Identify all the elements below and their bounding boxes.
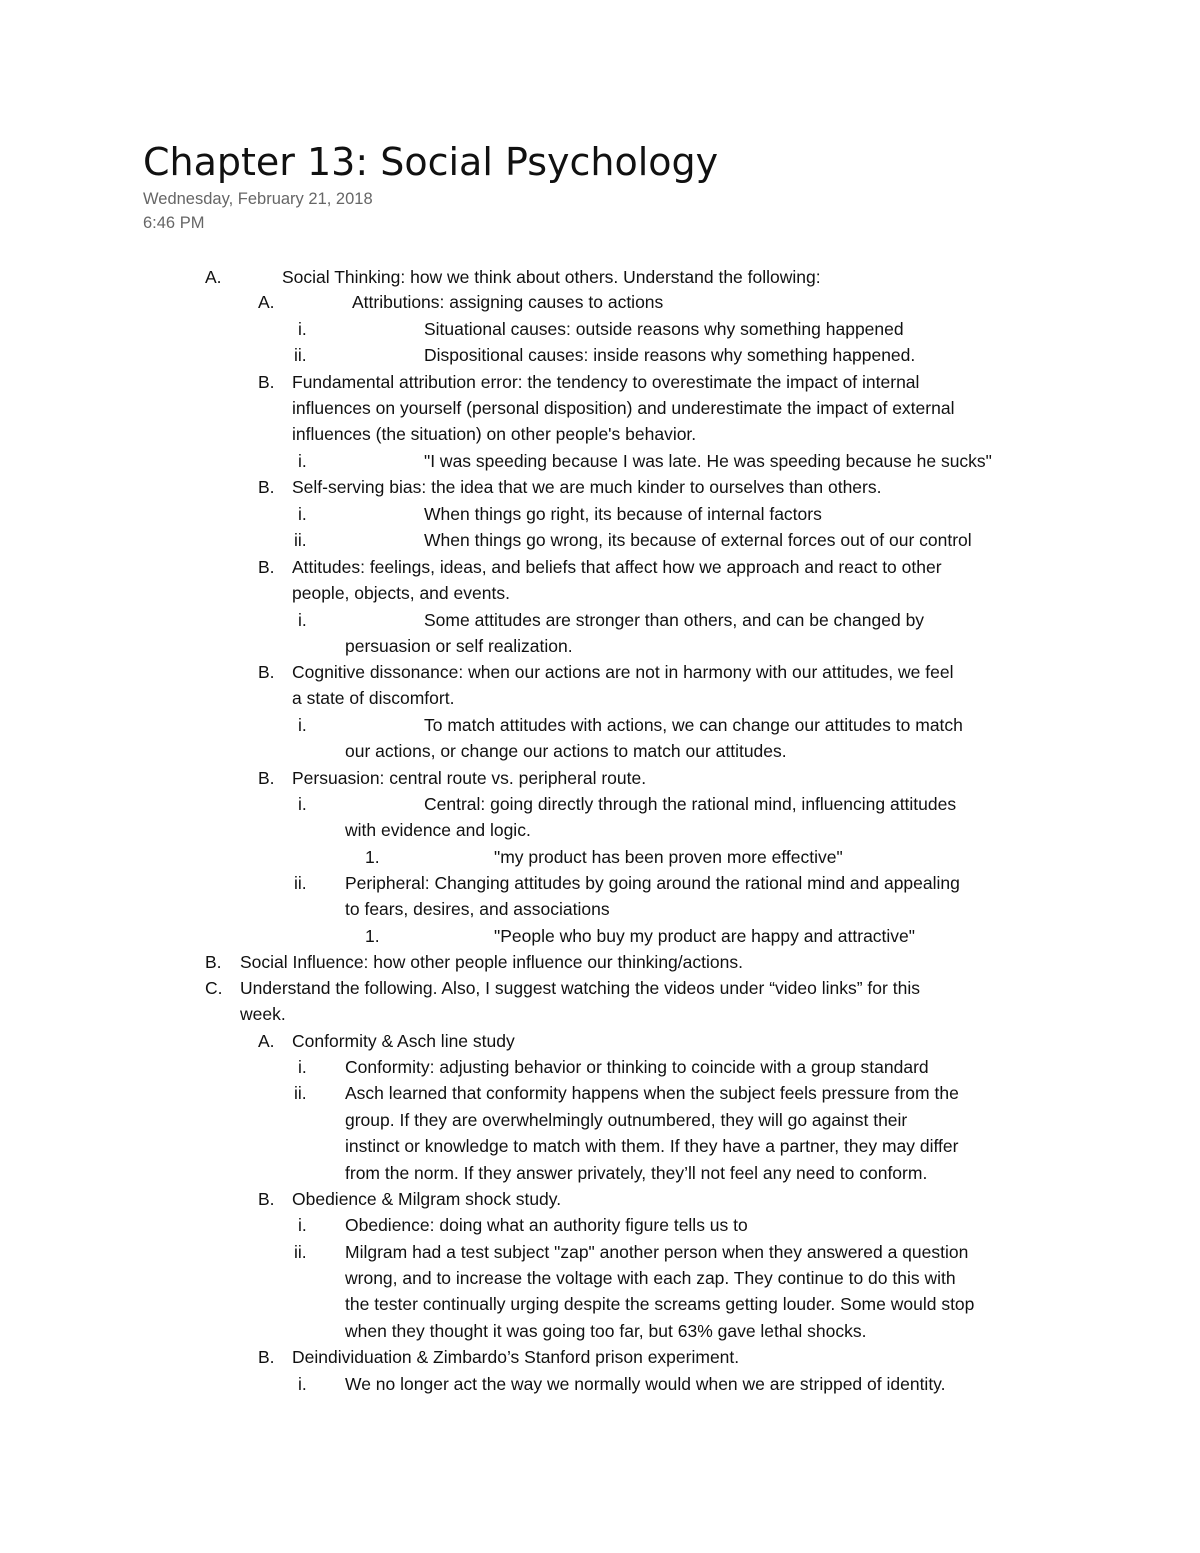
outline-item-text: Deindividuation & Zimbardo’s Stanford prison experiment.	[292, 1347, 740, 1367]
outline-item-text: Obedience: doing what an authority figure tells us to	[345, 1215, 748, 1235]
outline-marker: A.	[205, 267, 222, 287]
outline-continuation-text: with evidence and logic.	[345, 820, 531, 840]
note-date: Wednesday, February 21, 2018	[143, 190, 373, 208]
outline-continuation-text: a state of discomfort.	[292, 688, 455, 708]
outline-item-text: "I was speeding because I was late. He was speeding because he sucks"	[424, 451, 992, 471]
outline-continuation-text: our actions, or change our actions to match our attitudes.	[345, 741, 787, 761]
outline-item-text: "People who buy my product are happy and attractive"	[494, 926, 915, 946]
outline-marker: i.	[298, 1215, 307, 1235]
outline-marker: B.	[258, 477, 275, 497]
outline-item-text: Fundamental attribution error: the tendency to overestimate the impact of internal	[292, 372, 920, 392]
outline-item-text: When things go right, its because of internal factors	[424, 504, 822, 524]
outline-continuation-text: the tester continually urging despite the screams getting louder. Some would stop	[345, 1294, 975, 1314]
outline-marker: B.	[258, 372, 275, 392]
outline-item-text: Obedience & Milgram shock study.	[292, 1189, 562, 1209]
outline-marker: 1.	[365, 847, 380, 867]
outline-item-text: Persuasion: central route vs. peripheral route.	[292, 768, 647, 788]
outline-marker: ii.	[294, 1083, 307, 1103]
outline-marker: B.	[258, 557, 275, 577]
outline-marker: B.	[258, 1347, 275, 1367]
outline-continuation-text: when they thought it was going too far, but 63% gave lethal shocks.	[345, 1321, 867, 1341]
outline-marker: i.	[298, 504, 307, 524]
outline-marker: i.	[298, 1374, 307, 1394]
outline-marker: i.	[298, 715, 307, 735]
outline-marker: i.	[298, 319, 307, 339]
outline-item-text: Asch learned that conformity happens when the subject feels pressure from the	[345, 1083, 959, 1103]
outline-marker: ii.	[294, 1242, 307, 1262]
outline-marker: C.	[205, 978, 223, 998]
outline-marker: i.	[298, 1057, 307, 1077]
outline-marker: A.	[258, 292, 275, 312]
outline-marker: ii.	[294, 530, 307, 550]
outline-item-text: Conformity & Asch line study	[292, 1031, 515, 1051]
outline-item-text: Dispositional causes: inside reasons why something happened.	[424, 345, 916, 365]
outline-marker: i.	[298, 610, 307, 630]
outline-marker: B.	[258, 1189, 275, 1209]
outline-item-text: Understand the following. Also, I suggest watching the videos under “video links” for this	[240, 978, 920, 998]
outline-marker: A.	[258, 1031, 275, 1051]
outline-continuation-text: group. If they are overwhelmingly outnumbered, they will go against their	[345, 1110, 908, 1130]
outline-marker: ii.	[294, 873, 307, 893]
outline-continuation-text: influences on yourself (personal disposition) and underestimate the impact of external	[292, 398, 955, 418]
outline-item-text: Attitudes: feelings, ideas, and beliefs that affect how we approach and react to other	[292, 557, 942, 577]
page-title: Chapter 13: Social Psychology	[143, 140, 719, 184]
outline-continuation-text: instinct or knowledge to match with them. If they have a partner, they may differ	[345, 1136, 959, 1156]
outline-marker: ii.	[294, 345, 307, 365]
outline-item-text: "my product has been proven more effective"	[494, 847, 843, 867]
outline-marker: B.	[205, 952, 222, 972]
outline-item-text: Peripheral: Changing attitudes by going around the rational mind and appealing	[345, 873, 960, 893]
outline-continuation-text: to fears, desires, and associations	[345, 899, 610, 919]
outline-item-text: Self-serving bias: the idea that we are much kinder to ourselves than others.	[292, 477, 882, 497]
outline-continuation-text: wrong, and to increase the voltage with each zap. They continue to do this with	[345, 1268, 956, 1288]
outline-item-text: Central: going directly through the rational mind, influencing attitudes	[424, 794, 957, 814]
outline-marker: B.	[258, 768, 275, 788]
outline-item-text: Social Influence: how other people influence our thinking/actions.	[240, 952, 743, 972]
outline-marker: i.	[298, 451, 307, 471]
outline-continuation-text: people, objects, and events.	[292, 583, 510, 603]
outline-continuation-text: from the norm. If they answer privately, they’ll not feel any need to conform.	[345, 1163, 928, 1183]
outline-item-text: Some attitudes are stronger than others, and can be changed by	[424, 610, 925, 630]
outline-item-text: When things go wrong, its because of external forces out of our control	[424, 530, 972, 550]
outline-item-text: Social Thinking: how we think about others. Understand the following:	[282, 267, 821, 287]
outline-continuation-text: week.	[240, 1004, 286, 1024]
outline-item-text: Conformity: adjusting behavior or thinking to coincide with a group standard	[345, 1057, 929, 1077]
outline-item-text: Cognitive dissonance: when our actions are not in harmony with our attitudes, we feel	[292, 662, 954, 682]
outline-marker: i.	[298, 794, 307, 814]
outline-item-text: To match attitudes with actions, we can change our attitudes to match	[424, 715, 963, 735]
outline-item-text: Situational causes: outside reasons why something happened	[424, 319, 904, 339]
outline-item-text: We no longer act the way we normally would when we are stripped of identity.	[345, 1374, 946, 1394]
outline-marker: B.	[258, 662, 275, 682]
outline-continuation-text: influences (the situation) on other people's behavior.	[292, 424, 697, 444]
outline-item-text: Milgram had a test subject "zap" another person when they answered a question	[345, 1242, 969, 1262]
outline-marker: 1.	[365, 926, 380, 946]
note-time: 6:46 PM	[143, 214, 205, 232]
outline-item-text: Attributions: assigning causes to actions	[352, 292, 664, 312]
outline-continuation-text: persuasion or self realization.	[345, 636, 573, 656]
